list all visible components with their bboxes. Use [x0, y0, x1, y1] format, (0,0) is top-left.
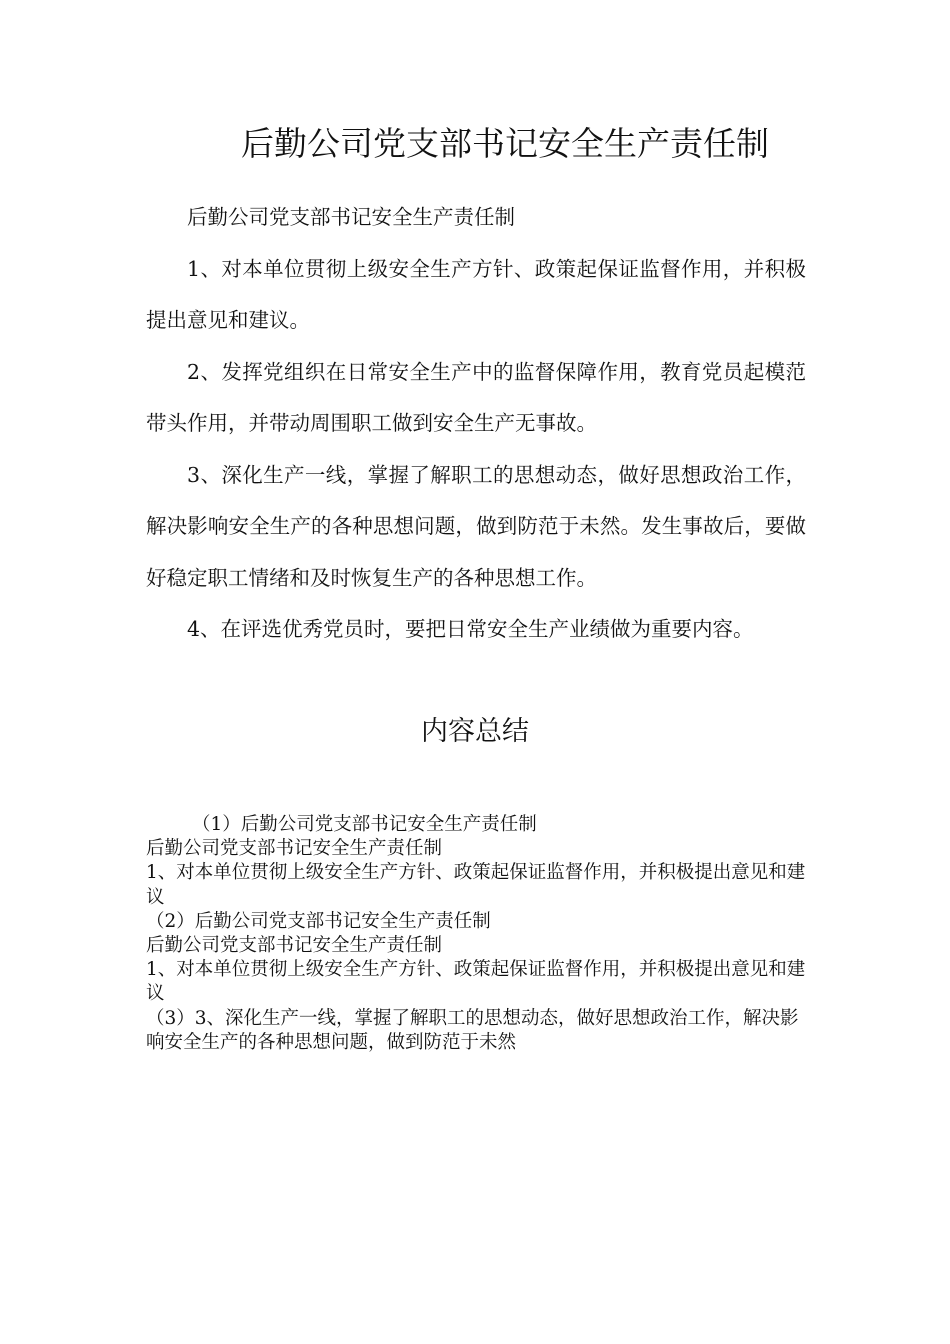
summary-line: 1、对本单位贯彻上级安全生产方针、政策起保证监督作用，并积极提出意见和建议	[146, 862, 806, 908]
summary-block	[146, 813, 806, 1055]
paragraph-item-2: 2、发挥党组织在日常安全生产中的监督保障作用，教育党员起模范带头作用，并带动周围职工做到安全生产无事故。	[146, 359, 806, 435]
paragraph-item-1: 1、对本单位贯彻上级安全生产方针、政策起保证监督作用，并积极提出意见和建议。	[146, 256, 806, 332]
summary-heading: 内容总结	[421, 716, 529, 747]
paragraph-subtitle: 后勤公司党支部书记安全生产责任制	[187, 205, 515, 229]
summary-line: 1、对本单位贯彻上级安全生产方针、政策起保证监督作用，并积极提出意见和建议	[146, 959, 806, 1005]
summary-line: （2）后勤公司党支部书记安全生产责任制	[146, 910, 491, 932]
summary-line: 后勤公司党支部书记安全生产责任制	[146, 935, 443, 957]
summary-line: （1）后勤公司党支部书记安全生产责任制	[192, 814, 537, 835]
summary-line: （3）3、深化生产一线，掌握了解职工的思想动态，做好思想政治工作，解决影响安全生产的各种思想问题，做到防范于未然	[146, 1007, 799, 1053]
paragraph-item-3: 3、深化生产一线，掌握了解职工的思想动态，做好思想政治工作，解决影响安全生产的各种思想问题，做到防范于未然。发生事故后，要做好稳定职工情绪和及时恢复生产的各种思想工作。	[146, 462, 806, 590]
document-title: 后勤公司党支部书记安全生产责任制	[241, 124, 769, 163]
document-body	[146, 192, 806, 656]
summary-line: 后勤公司党支部书记安全生产责任制	[146, 838, 443, 860]
paragraph-item-4: 4、在评选优秀党员时，要把日常安全生产业绩做为重要内容。	[187, 617, 754, 641]
